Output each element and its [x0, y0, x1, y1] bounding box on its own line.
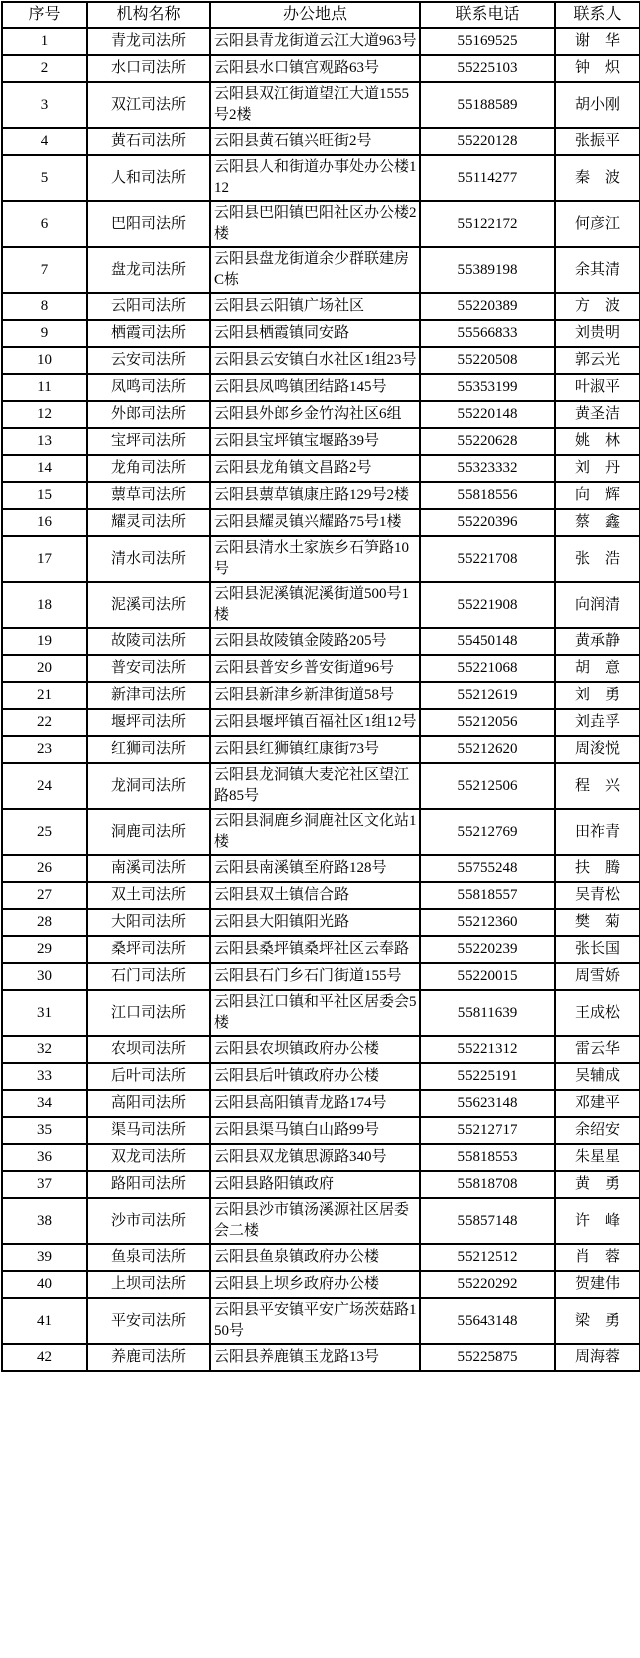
table-row	[2, 1344, 640, 1371]
phone-cell: 55212512	[420, 1244, 555, 1271]
table-row	[2, 320, 640, 347]
address-cell: 云阳县故陵镇金陵路205号	[210, 628, 420, 655]
table-row	[2, 428, 640, 455]
table-row	[2, 128, 640, 155]
table-row	[2, 293, 640, 320]
address-cell: 云阳县新津乡新津街道58号	[210, 682, 420, 709]
contact-cell: 张 浩	[555, 536, 640, 582]
name-cell: 耀灵司法所	[87, 509, 210, 536]
address-cell: 云阳县平安镇平安广场茨菇路150号	[210, 1298, 420, 1344]
index-cell: 33	[2, 1063, 87, 1090]
index-cell: 36	[2, 1144, 87, 1171]
table-row	[2, 855, 640, 882]
name-cell: 洞鹿司法所	[87, 809, 210, 855]
contact-cell: 刘 丹	[555, 455, 640, 482]
name-cell: 沙市司法所	[87, 1198, 210, 1244]
index-cell: 4	[2, 128, 87, 155]
phone-cell: 55811639	[420, 990, 555, 1036]
contact-cell: 钟 炽	[555, 55, 640, 82]
address-cell: 云阳县大阳镇阳光路	[210, 909, 420, 936]
address-cell: 云阳县普安乡普安街道96号	[210, 655, 420, 682]
index-cell: 28	[2, 909, 87, 936]
table-row	[2, 655, 640, 682]
phone-cell: 55225875	[420, 1344, 555, 1371]
contact-cell: 刘 勇	[555, 682, 640, 709]
phone-cell: 55220396	[420, 509, 555, 536]
contact-cell: 贺建伟	[555, 1271, 640, 1298]
table-row	[2, 55, 640, 82]
table-row	[2, 401, 640, 428]
address-cell: 云阳县盘龙街道余少群联建房C栋	[210, 247, 420, 293]
index-cell: 22	[2, 709, 87, 736]
index-cell: 37	[2, 1171, 87, 1198]
name-cell: 江口司法所	[87, 990, 210, 1036]
index-cell: 10	[2, 347, 87, 374]
contact-cell: 吴辅成	[555, 1063, 640, 1090]
name-cell: 大阳司法所	[87, 909, 210, 936]
contact-cell: 周雪娇	[555, 963, 640, 990]
table-row	[2, 536, 640, 582]
name-cell: 凤鸣司法所	[87, 374, 210, 401]
judicial-offices-table	[1, 1, 640, 1372]
contact-cell: 刘垚孚	[555, 709, 640, 736]
index-cell: 1	[2, 28, 87, 55]
table-row	[2, 990, 640, 1036]
name-cell: 泥溪司法所	[87, 582, 210, 628]
contact-cell: 朱星星	[555, 1144, 640, 1171]
name-cell: 平安司法所	[87, 1298, 210, 1344]
table-row	[2, 582, 640, 628]
address-cell: 云阳县桑坪镇桑坪社区云奉路	[210, 936, 420, 963]
table-row	[2, 809, 640, 855]
name-cell: 路阳司法所	[87, 1171, 210, 1198]
name-cell: 人和司法所	[87, 155, 210, 201]
contact-cell: 吴青松	[555, 882, 640, 909]
address-cell: 云阳县巴阳镇巴阳社区办公楼2楼	[210, 201, 420, 247]
contact-cell: 蔡 鑫	[555, 509, 640, 536]
address-cell: 云阳县双江街道望江大道1555号2楼	[210, 82, 420, 128]
index-cell: 9	[2, 320, 87, 347]
contact-cell: 梁 勇	[555, 1298, 640, 1344]
phone-cell: 55212717	[420, 1117, 555, 1144]
address-cell: 云阳县外郎乡金竹沟社区6组	[210, 401, 420, 428]
table-row	[2, 1063, 640, 1090]
name-cell: 外郎司法所	[87, 401, 210, 428]
address-cell: 云阳县堰坪镇百福社区1组12号	[210, 709, 420, 736]
contact-cell: 雷云华	[555, 1036, 640, 1063]
phone-cell: 55220128	[420, 128, 555, 155]
address-cell: 云阳县栖霞镇同安路	[210, 320, 420, 347]
name-cell: 石门司法所	[87, 963, 210, 990]
table-row	[2, 1117, 640, 1144]
address-cell: 云阳县渠马镇白山路99号	[210, 1117, 420, 1144]
header-row	[2, 2, 640, 28]
phone-cell: 55114277	[420, 155, 555, 201]
address-cell: 云阳县青龙街道云江大道963号	[210, 28, 420, 55]
address-cell: 云阳县人和街道办事处办公楼112	[210, 155, 420, 201]
index-cell: 41	[2, 1298, 87, 1344]
address-cell: 云阳县后叶镇政府办公楼	[210, 1063, 420, 1090]
contact-cell: 张振平	[555, 128, 640, 155]
table-row	[2, 709, 640, 736]
name-cell: 云安司法所	[87, 347, 210, 374]
index-cell: 34	[2, 1090, 87, 1117]
table-row	[2, 1171, 640, 1198]
name-cell: 栖霞司法所	[87, 320, 210, 347]
table-row	[2, 628, 640, 655]
address-cell: 云阳县水口镇宫观路63号	[210, 55, 420, 82]
table-row	[2, 82, 640, 128]
contact-cell: 向润清	[555, 582, 640, 628]
name-cell: 青龙司法所	[87, 28, 210, 55]
index-cell: 5	[2, 155, 87, 201]
index-cell: 8	[2, 293, 87, 320]
phone-cell: 55221708	[420, 536, 555, 582]
contact-cell: 姚 林	[555, 428, 640, 455]
contact-cell: 张长国	[555, 936, 640, 963]
name-cell: 南溪司法所	[87, 855, 210, 882]
table-row	[2, 482, 640, 509]
index-cell: 15	[2, 482, 87, 509]
phone-cell: 55220148	[420, 401, 555, 428]
address-cell: 云阳县江口镇和平社区居委会5楼	[210, 990, 420, 1036]
name-cell: 红狮司法所	[87, 736, 210, 763]
phone-cell: 55212620	[420, 736, 555, 763]
index-cell: 2	[2, 55, 87, 82]
contact-cell: 许 峰	[555, 1198, 640, 1244]
address-cell: 云阳县泥溪镇泥溪街道500号1楼	[210, 582, 420, 628]
table-row	[2, 455, 640, 482]
name-cell: 龙角司法所	[87, 455, 210, 482]
index-cell: 16	[2, 509, 87, 536]
index-cell: 39	[2, 1244, 87, 1271]
name-cell: 后叶司法所	[87, 1063, 210, 1090]
name-cell: 故陵司法所	[87, 628, 210, 655]
contact-cell: 刘贵明	[555, 320, 640, 347]
phone-cell: 55212506	[420, 763, 555, 809]
contact-cell: 方 波	[555, 293, 640, 320]
phone-cell: 55220292	[420, 1271, 555, 1298]
phone-cell: 55566833	[420, 320, 555, 347]
phone-cell: 55221908	[420, 582, 555, 628]
index-cell: 17	[2, 536, 87, 582]
index-cell: 19	[2, 628, 87, 655]
phone-cell: 55212056	[420, 709, 555, 736]
phone-cell: 55225103	[420, 55, 555, 82]
index-cell: 18	[2, 582, 87, 628]
contact-cell: 扶 腾	[555, 855, 640, 882]
phone-cell: 55353199	[420, 374, 555, 401]
table-row	[2, 155, 640, 201]
table-row	[2, 736, 640, 763]
index-cell: 30	[2, 963, 87, 990]
table-header	[2, 2, 640, 28]
address-cell: 云阳县农坝镇政府办公楼	[210, 1036, 420, 1063]
index-cell: 3	[2, 82, 87, 128]
contact-cell: 谢 华	[555, 28, 640, 55]
table-row	[2, 1244, 640, 1271]
phone-cell: 55623148	[420, 1090, 555, 1117]
table-row	[2, 347, 640, 374]
name-cell: 高阳司法所	[87, 1090, 210, 1117]
table-row	[2, 247, 640, 293]
address-cell: 云阳县南溪镇至府路128号	[210, 855, 420, 882]
index-cell: 27	[2, 882, 87, 909]
index-cell: 31	[2, 990, 87, 1036]
index-cell: 11	[2, 374, 87, 401]
header-address: 办公地点	[210, 2, 420, 28]
phone-cell: 55220508	[420, 347, 555, 374]
table-row	[2, 201, 640, 247]
name-cell: 双江司法所	[87, 82, 210, 128]
page	[0, 1, 640, 1372]
index-cell: 38	[2, 1198, 87, 1244]
table-row	[2, 1271, 640, 1298]
table-row	[2, 909, 640, 936]
index-cell: 14	[2, 455, 87, 482]
name-cell: 养鹿司法所	[87, 1344, 210, 1371]
address-cell: 云阳县云安镇白水社区1组23号	[210, 347, 420, 374]
table-row	[2, 1144, 640, 1171]
name-cell: 清水司法所	[87, 536, 210, 582]
index-cell: 29	[2, 936, 87, 963]
phone-cell: 55818556	[420, 482, 555, 509]
index-cell: 26	[2, 855, 87, 882]
name-cell: 水口司法所	[87, 55, 210, 82]
index-cell: 20	[2, 655, 87, 682]
name-cell: 鱼泉司法所	[87, 1244, 210, 1271]
name-cell: 堰坪司法所	[87, 709, 210, 736]
table-row	[2, 509, 640, 536]
address-cell: 云阳县沙市镇汤溪源社区居委会二楼	[210, 1198, 420, 1244]
index-cell: 25	[2, 809, 87, 855]
index-cell: 23	[2, 736, 87, 763]
address-cell: 云阳县养鹿镇玉龙路13号	[210, 1344, 420, 1371]
address-cell: 云阳县凤鸣镇团结路145号	[210, 374, 420, 401]
contact-cell: 向 辉	[555, 482, 640, 509]
phone-cell: 55450148	[420, 628, 555, 655]
contact-cell: 黄圣洁	[555, 401, 640, 428]
contact-cell: 黄承静	[555, 628, 640, 655]
phone-cell: 55212360	[420, 909, 555, 936]
address-cell: 云阳县高阳镇青龙路174号	[210, 1090, 420, 1117]
contact-cell: 胡小刚	[555, 82, 640, 128]
table-row	[2, 882, 640, 909]
address-cell: 云阳县黄石镇兴旺街2号	[210, 128, 420, 155]
contact-cell: 何彦江	[555, 201, 640, 247]
phone-cell: 55389198	[420, 247, 555, 293]
table-row	[2, 763, 640, 809]
phone-cell: 55857148	[420, 1198, 555, 1244]
contact-cell: 余其清	[555, 247, 640, 293]
name-cell: 新津司法所	[87, 682, 210, 709]
address-cell: 云阳县双龙镇思源路340号	[210, 1144, 420, 1171]
contact-cell: 秦 波	[555, 155, 640, 201]
index-cell: 6	[2, 201, 87, 247]
contact-cell: 周海蓉	[555, 1344, 640, 1371]
address-cell: 云阳县宝坪镇宝堰路39号	[210, 428, 420, 455]
address-cell: 云阳县洞鹿乡洞鹿社区文化站1楼	[210, 809, 420, 855]
phone-cell: 55221068	[420, 655, 555, 682]
table-row	[2, 1090, 640, 1117]
address-cell: 云阳县云阳镇广场社区	[210, 293, 420, 320]
index-cell: 35	[2, 1117, 87, 1144]
contact-cell: 程 兴	[555, 763, 640, 809]
phone-cell: 55818553	[420, 1144, 555, 1171]
phone-cell: 55818708	[420, 1171, 555, 1198]
name-cell: 云阳司法所	[87, 293, 210, 320]
name-cell: 上坝司法所	[87, 1271, 210, 1298]
name-cell: 黄石司法所	[87, 128, 210, 155]
contact-cell: 郭云光	[555, 347, 640, 374]
phone-cell: 55643148	[420, 1298, 555, 1344]
phone-cell: 55122172	[420, 201, 555, 247]
phone-cell: 55188589	[420, 82, 555, 128]
table-row	[2, 936, 640, 963]
address-cell: 云阳县双土镇信合路	[210, 882, 420, 909]
phone-cell: 55225191	[420, 1063, 555, 1090]
table-row	[2, 374, 640, 401]
index-cell: 32	[2, 1036, 87, 1063]
name-cell: 宝坪司法所	[87, 428, 210, 455]
address-cell: 云阳县鱼泉镇政府办公楼	[210, 1244, 420, 1271]
name-cell: 龙洞司法所	[87, 763, 210, 809]
contact-cell: 樊 菊	[555, 909, 640, 936]
header-index: 序号	[2, 2, 87, 28]
name-cell: 普安司法所	[87, 655, 210, 682]
name-cell: 双龙司法所	[87, 1144, 210, 1171]
phone-cell: 55220628	[420, 428, 555, 455]
contact-cell: 肖 蓉	[555, 1244, 640, 1271]
index-cell: 7	[2, 247, 87, 293]
header-phone: 联系电话	[420, 2, 555, 28]
address-cell: 云阳县红狮镇红康街73号	[210, 736, 420, 763]
table-row	[2, 963, 640, 990]
name-cell: 巴阳司法所	[87, 201, 210, 247]
address-cell: 云阳县清水土家族乡石笋路10号	[210, 536, 420, 582]
phone-cell: 55818557	[420, 882, 555, 909]
contact-cell: 黄 勇	[555, 1171, 640, 1198]
name-cell: 桑坪司法所	[87, 936, 210, 963]
phone-cell: 55212769	[420, 809, 555, 855]
index-cell: 40	[2, 1271, 87, 1298]
name-cell: 盘龙司法所	[87, 247, 210, 293]
contact-cell: 叶淑平	[555, 374, 640, 401]
contact-cell: 余绍安	[555, 1117, 640, 1144]
table-row	[2, 28, 640, 55]
index-cell: 24	[2, 763, 87, 809]
name-cell: 双土司法所	[87, 882, 210, 909]
contact-cell: 胡 意	[555, 655, 640, 682]
index-cell: 12	[2, 401, 87, 428]
table-body	[2, 28, 640, 1371]
index-cell: 13	[2, 428, 87, 455]
table-row	[2, 1036, 640, 1063]
contact-cell: 田祚青	[555, 809, 640, 855]
contact-cell: 周浚悦	[555, 736, 640, 763]
address-cell: 云阳县耀灵镇兴耀路75号1楼	[210, 509, 420, 536]
address-cell: 云阳县石门乡石门街道155号	[210, 963, 420, 990]
address-cell: 云阳县龙角镇文昌路2号	[210, 455, 420, 482]
contact-cell: 邓建平	[555, 1090, 640, 1117]
header-contact: 联系人	[555, 2, 640, 28]
phone-cell: 55221312	[420, 1036, 555, 1063]
phone-cell: 55169525	[420, 28, 555, 55]
address-cell: 云阳县上坝乡政府办公楼	[210, 1271, 420, 1298]
address-cell: 云阳县蔈草镇康庄路129号2楼	[210, 482, 420, 509]
address-cell: 云阳县龙洞镇大麦沱社区望江路85号	[210, 763, 420, 809]
name-cell: 渠马司法所	[87, 1117, 210, 1144]
phone-cell: 55323332	[420, 455, 555, 482]
phone-cell: 55755248	[420, 855, 555, 882]
table-row	[2, 1298, 640, 1344]
address-cell: 云阳县路阳镇政府	[210, 1171, 420, 1198]
phone-cell: 55220389	[420, 293, 555, 320]
phone-cell: 55220015	[420, 963, 555, 990]
table-row	[2, 1198, 640, 1244]
header-name: 机构名称	[87, 2, 210, 28]
phone-cell: 55212619	[420, 682, 555, 709]
phone-cell: 55220239	[420, 936, 555, 963]
table-row	[2, 682, 640, 709]
contact-cell: 王成松	[555, 990, 640, 1036]
name-cell: 农坝司法所	[87, 1036, 210, 1063]
name-cell: 蔈草司法所	[87, 482, 210, 509]
index-cell: 21	[2, 682, 87, 709]
index-cell: 42	[2, 1344, 87, 1371]
